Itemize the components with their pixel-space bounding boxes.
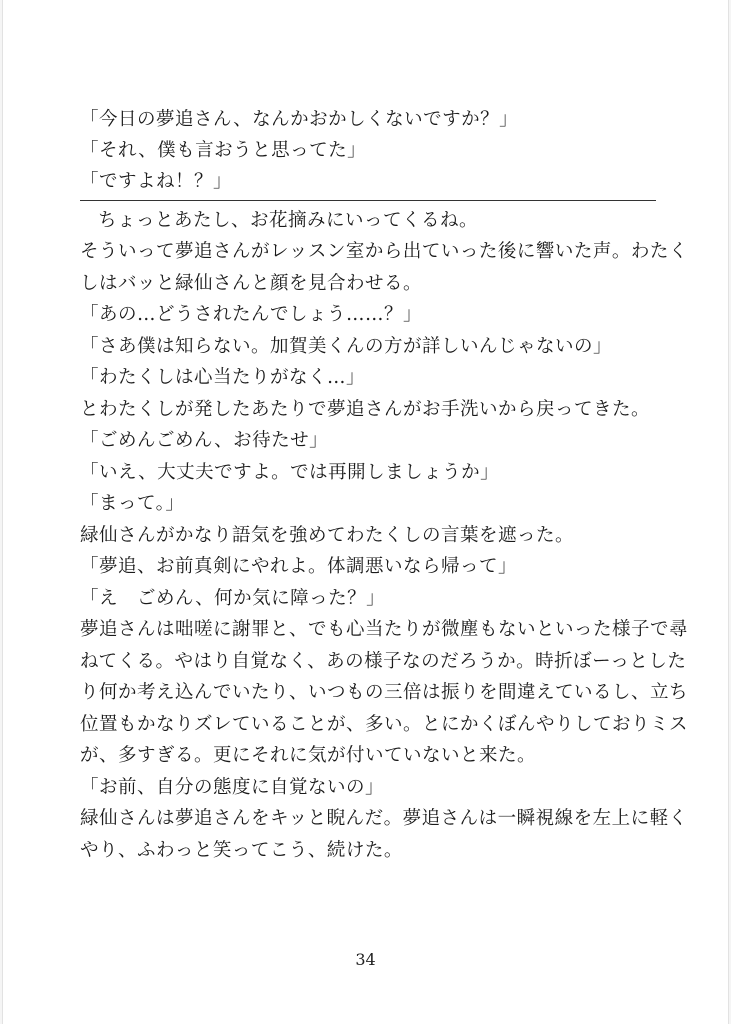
body-line: 「ごめんごめん、お待たせ」	[80, 430, 329, 452]
body-line: ちょっとあたし、お花摘みにいってくるね。	[98, 209, 479, 231]
body-line: 夢追さんは咄嗟に謝罪と、でも心当たりが微塵もないといった様子で尋	[80, 619, 689, 641]
body-line: 「さあ僕は知らない。加賀美くんの方が詳しいんじゃないの」	[80, 335, 613, 357]
body-line: 「夢追、お前真剣にやれよ。体調悪いなら帰って」	[80, 556, 518, 578]
body-line: ねてくる。やはり自覚なく、あの様子なのだろうか。時折ぼーっとした	[80, 650, 687, 672]
body-line: 「わたくしは心当たりがなく…」	[80, 367, 366, 389]
body-line: 緑仙さんがかなり語気を強めてわたくしの言葉を遮った。	[80, 524, 575, 546]
body-line: が、多すぎる。更にそれに気が付いていないと来た。	[80, 745, 537, 767]
section-divider	[80, 200, 656, 201]
body-line: やり、ふわっと笑ってこう、続けた。	[80, 839, 403, 861]
body-line: 緑仙さんは夢追さんをキッと睨んだ。夢追さんは一瞬視線を左上に軽く	[80, 808, 688, 830]
header-dialogue-line: 「それ、僕も言おうと思ってた」	[80, 140, 367, 162]
text-block	[80, 104, 689, 866]
page-number: 34	[355, 950, 376, 969]
body-line: り何か考え込んでいたり、いつもの三倍は振りを間違えているし、立ち	[80, 682, 689, 704]
document-page	[2, 0, 729, 1024]
header-dialogue-line: 「ですよね！？」	[80, 171, 233, 193]
body-line: 「いえ、大丈夫ですよ。では再開しましょうか」	[80, 461, 500, 483]
body-line: そういって夢追さんがレッスン室から出ていった後に響いた声。わたく	[80, 241, 688, 263]
body-line: しはバッと緑仙さんと顔を見合わせる。	[80, 272, 423, 294]
body-line: とわたくしが発したあたりで夢追さんがお手洗いから戻ってきた。	[80, 398, 651, 420]
body-line: 位置もかなりズレていることが、多い。とにかくぼんやりしておりミス	[80, 713, 689, 735]
body-line: 「え ごめん、何か気に障った？」	[80, 587, 386, 609]
header-dialogue-line: 「今日の夢追さん、なんかおかしくないですか？」	[80, 109, 519, 130]
body-line: 「あの…どうされたんでしょう……？」	[80, 304, 423, 326]
body-line: 「まって。」	[80, 493, 185, 515]
body-line: 「お前、自分の態度に自覚ないの」	[80, 776, 385, 798]
